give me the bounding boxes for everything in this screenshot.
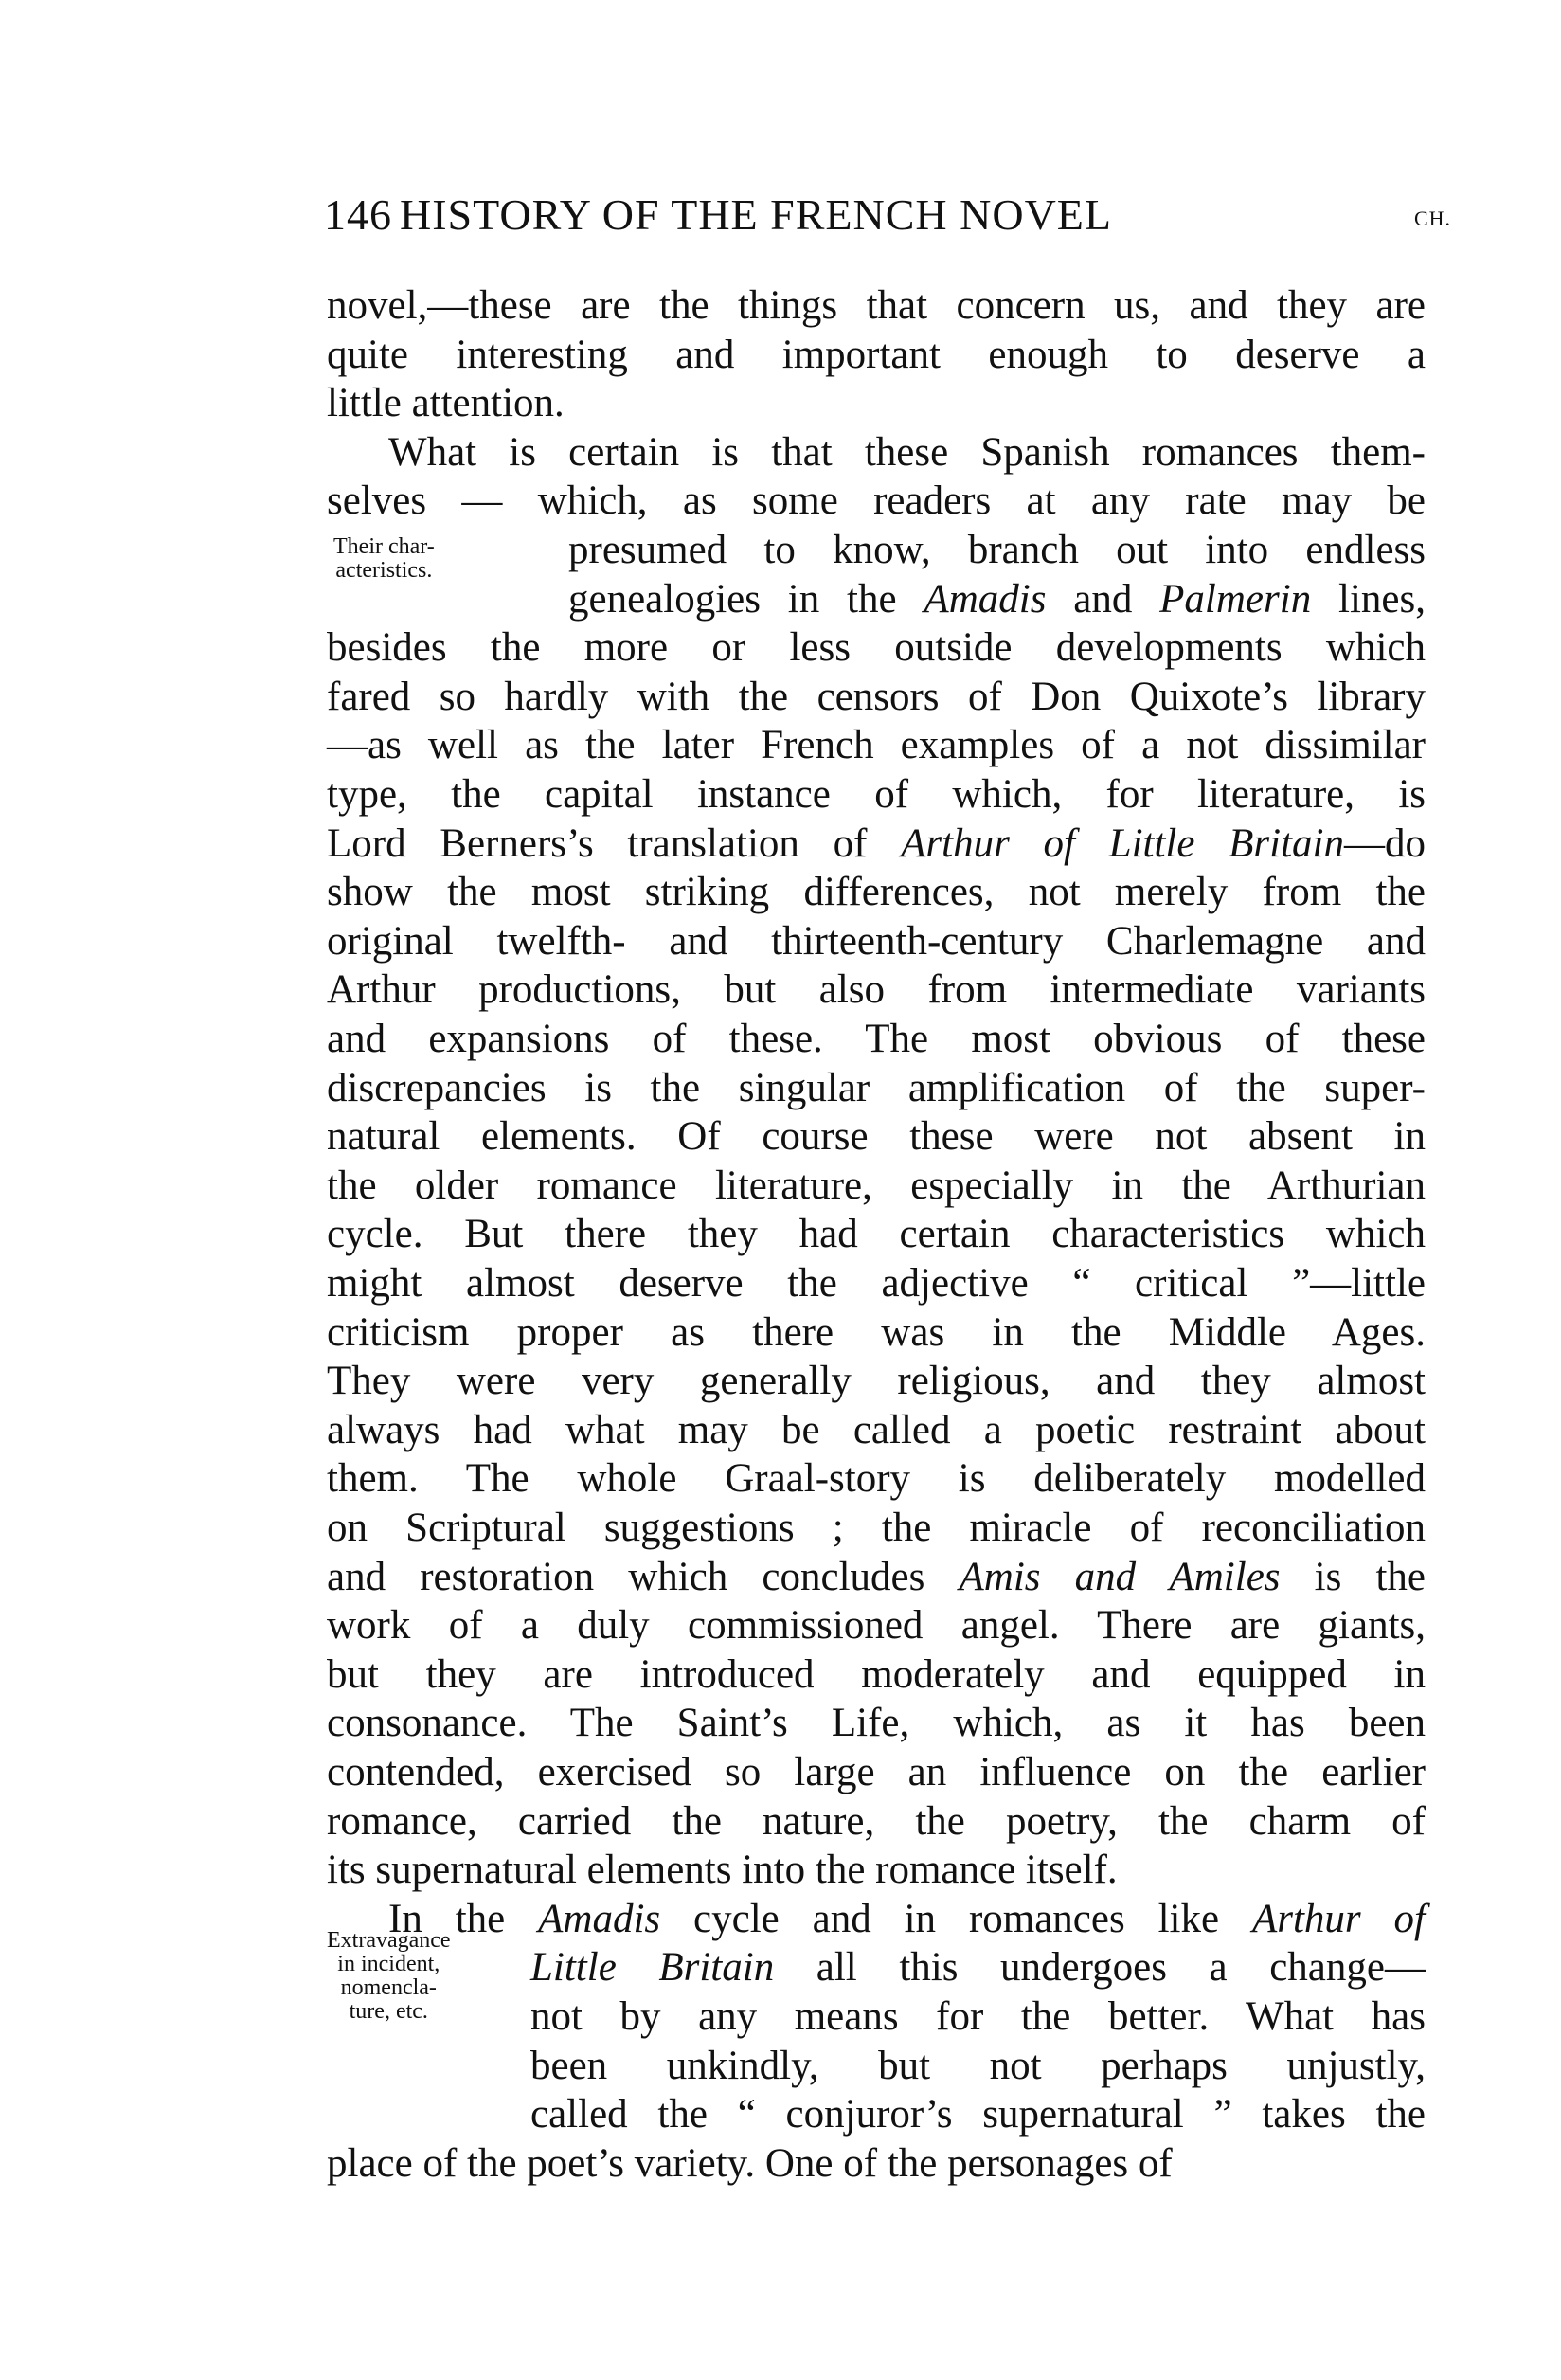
text-line: called the “ conjuror’s supernatural ” takes the: [530, 2092, 1426, 2137]
running-title: HISTORY OF THE FRENCH NOVEL: [400, 190, 1112, 239]
text-line: and restoration which concludes Amis and Amiles is the: [327, 1554, 1426, 1599]
text-line: little attention.: [327, 381, 565, 426]
text-line: criticism proper as there was in the Middle Ages.: [327, 1309, 1426, 1355]
margin-note-line: Extravagance: [327, 1928, 451, 1953]
text-line: What is certain is that these Spanish romances them-: [388, 429, 1426, 475]
text-line: fared so hardly with the censors of Don Quixote’s library: [327, 674, 1426, 719]
text-line: romance, carried the nature, the poetry, the charm of: [327, 1798, 1426, 1844]
text-line: always had what may be called a poetic restraint about: [327, 1407, 1426, 1452]
text-line: Lord Berners’s translation of Arthur of Little Britain—do: [327, 820, 1426, 866]
text-line: and expansions of these. The most obvious of these: [327, 1017, 1426, 1061]
text-line: but they are introduced moderately and equipped in: [327, 1651, 1426, 1697]
margin-note-line: acteristics.: [335, 558, 433, 583]
text-line: besides the more or less outside developments which: [327, 625, 1426, 671]
text-line: natural elements. Of course these were not absent in: [327, 1114, 1426, 1160]
text-line: the older romance literature, especially in the Arthurian: [327, 1163, 1426, 1208]
text-line: genealogies in the Amadis and Palmerin lines,: [568, 576, 1426, 622]
text-line: contended, exercised so large an influence on the earlier: [327, 1750, 1426, 1794]
text-line: Arthur productions, but also from intermediate variants: [327, 967, 1426, 1013]
text-line: on Scriptural suggestions ; the miracle of reconciliation: [327, 1506, 1426, 1550]
text-line: —as well as the later French examples of a not dissimilar: [327, 723, 1426, 768]
margin-note-line: in incident,: [337, 1952, 440, 1976]
text-line: been unkindly, but not perhaps unjustly,: [530, 2043, 1426, 2088]
text-line: not by any means for the better. What has: [530, 1994, 1426, 2039]
text-line: consonance. The Saint’s Life, which, as it has been: [327, 1701, 1426, 1746]
text-line: discrepancies is the singular amplification of the super-: [327, 1065, 1426, 1110]
margin-note-line: Their char-: [333, 534, 435, 559]
margin-note-characteristics: [333, 535, 435, 583]
text-line: presumed to know, branch out into endless: [568, 528, 1426, 572]
text-line: quite interesting and important enough to deserve a: [327, 332, 1426, 377]
text-line: novel,—these are the things that concern us, and they are: [327, 283, 1426, 328]
text-line: work of a duly commissioned angel. There are giants,: [327, 1603, 1426, 1649]
text-line: might almost deserve the adjective “ critical ”—little: [327, 1261, 1426, 1306]
text-line: cycle. But there they had certain characteristics which: [327, 1212, 1426, 1257]
text-line: its supernatural elements into the romance itself.: [327, 1848, 1118, 1893]
margin-note-line: ture, etc.: [349, 1999, 428, 2024]
text-line: them. The whole Graal-story is deliberately modelled: [327, 1456, 1426, 1502]
text-line: selves — which, as some readers at any rate may be: [327, 478, 1426, 524]
chapter-mark: CH.: [1413, 207, 1451, 230]
text-line: They were very generally religious, and they almost: [327, 1359, 1426, 1404]
running-header: [324, 189, 1451, 246]
text-line: place of the poet’s variety. One of the personages of: [327, 2140, 1173, 2186]
text-line: original twelfth- and thirteenth-century Charlemagne and: [327, 918, 1426, 964]
margin-note-extravagance: [327, 1929, 451, 2024]
text-line: In the Amadis cycle and in romances like Arthur of: [388, 1896, 1426, 1941]
margin-note-line: nomencla-: [340, 1975, 437, 2000]
page-number: 146: [324, 190, 392, 239]
text-line: type, the capital instance of which, for literature, is: [327, 772, 1426, 817]
text-line: show the most striking differences, not merely from the: [327, 870, 1426, 915]
text-line: Little Britain all this undergoes a change—: [530, 1945, 1426, 1991]
